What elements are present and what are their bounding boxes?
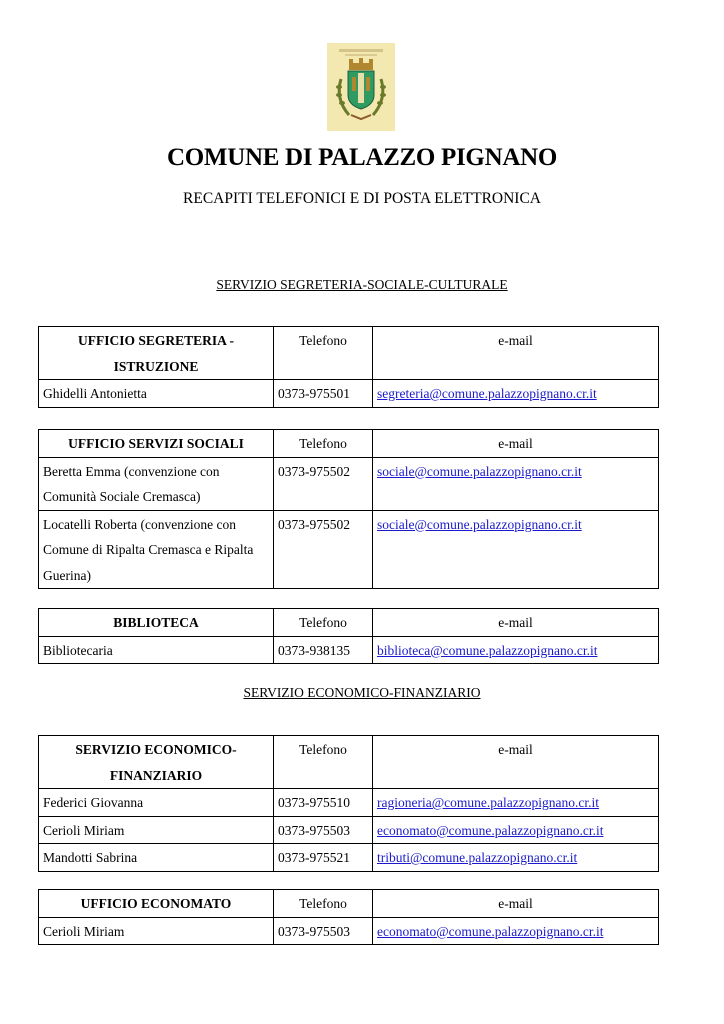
page-subtitle: RECAPITI TELEFONICI E DI POSTA ELETTRONICA xyxy=(183,190,541,207)
table-row xyxy=(39,816,659,844)
email-link[interactable]: segreteria@comune.palazzopignano.cr.it xyxy=(377,386,597,401)
email-column-header: e-mail xyxy=(373,327,659,380)
table-row xyxy=(39,457,659,510)
coat-of-arms-icon xyxy=(327,43,395,131)
office-name: UFFICIO SEGRETERIA - ISTRUZIONE xyxy=(39,327,274,380)
contact-phone: 0373-975501 xyxy=(274,380,373,408)
email-column-header: e-mail xyxy=(373,430,659,458)
section-heading-segreteria: SERVIZIO SEGRETERIA-SOCIALE-CULTURALE xyxy=(216,277,508,292)
contact-phone: 0373-975502 xyxy=(274,510,373,589)
email-link[interactable]: tributi@comune.palazzopignano.cr.it xyxy=(377,850,578,865)
table-biblioteca xyxy=(38,608,659,664)
contact-name: Cerioli Miriam xyxy=(39,917,274,945)
contact-phone: 0373-975502 xyxy=(274,457,373,510)
phone-column-header: Telefono xyxy=(274,890,373,918)
section-heading-economico: SERVIZIO ECONOMICO-FINANZIARIO xyxy=(243,685,481,700)
email-column-header: e-mail xyxy=(373,609,659,637)
office-name: BIBLIOTECA xyxy=(39,609,274,637)
table-row xyxy=(39,917,659,945)
table-row xyxy=(39,636,659,664)
contact-name: Bibliotecaria xyxy=(39,636,274,664)
page-title: COMUNE DI PALAZZO PIGNANO xyxy=(167,144,557,171)
table-row xyxy=(39,789,659,817)
email-link[interactable]: ragioneria@comune.palazzopignano.cr.it xyxy=(377,795,599,810)
contact-phone: 0373-975503 xyxy=(274,917,373,945)
contact-phone: 0373-975510 xyxy=(274,789,373,817)
email-link[interactable]: sociale@comune.palazzopignano.cr.it xyxy=(377,463,582,479)
table-header-row xyxy=(39,736,659,789)
table-header-row xyxy=(39,890,659,918)
table-segreteria xyxy=(38,326,659,408)
table-header-row xyxy=(39,327,659,380)
email-link[interactable]: economato@comune.palazzopignano.cr.it xyxy=(377,923,604,939)
office-name: SERVIZIO ECONOMICO-FINANZIARIO xyxy=(39,736,274,789)
table-row xyxy=(39,844,659,872)
email-column-header: e-mail xyxy=(373,736,659,789)
table-economico-finanziario xyxy=(38,735,659,872)
contact-phone: 0373-938135 xyxy=(274,636,373,664)
phone-column-header: Telefono xyxy=(274,736,373,789)
table-header-row xyxy=(39,609,659,637)
contact-name: Federici Giovanna xyxy=(39,789,274,817)
office-name: UFFICIO ECONOMATO xyxy=(39,890,274,918)
contact-phone: 0373-975521 xyxy=(274,844,373,872)
email-link[interactable]: biblioteca@comune.palazzopignano.cr.it xyxy=(377,642,598,658)
phone-column-header: Telefono xyxy=(274,430,373,458)
table-row xyxy=(39,510,659,589)
contact-phone: 0373-975503 xyxy=(274,816,373,844)
email-link[interactable]: sociale@comune.palazzopignano.cr.it xyxy=(377,516,582,532)
table-row xyxy=(39,380,659,408)
phone-column-header: Telefono xyxy=(274,609,373,637)
contact-name: Cerioli Miriam xyxy=(39,816,274,844)
contact-name: Ghidelli Antonietta xyxy=(39,380,274,408)
table-header-row xyxy=(39,430,659,458)
table-servizi-sociali xyxy=(38,429,659,589)
contact-name: Beretta Emma (convenzione con Comunità Sociale Cremasca) xyxy=(39,457,274,510)
contact-name: Locatelli Roberta (convenzione con Comune di Ripalta Cremasca e Ripalta Guerina) xyxy=(39,510,274,589)
phone-column-header: Telefono xyxy=(274,327,373,380)
email-column-header: e-mail xyxy=(373,890,659,918)
office-name: UFFICIO SERVIZI SOCIALI xyxy=(39,430,274,458)
contact-name: Mandotti Sabrina xyxy=(39,844,274,872)
email-link[interactable]: economato@comune.palazzopignano.cr.it xyxy=(377,822,604,838)
table-economato xyxy=(38,889,659,945)
